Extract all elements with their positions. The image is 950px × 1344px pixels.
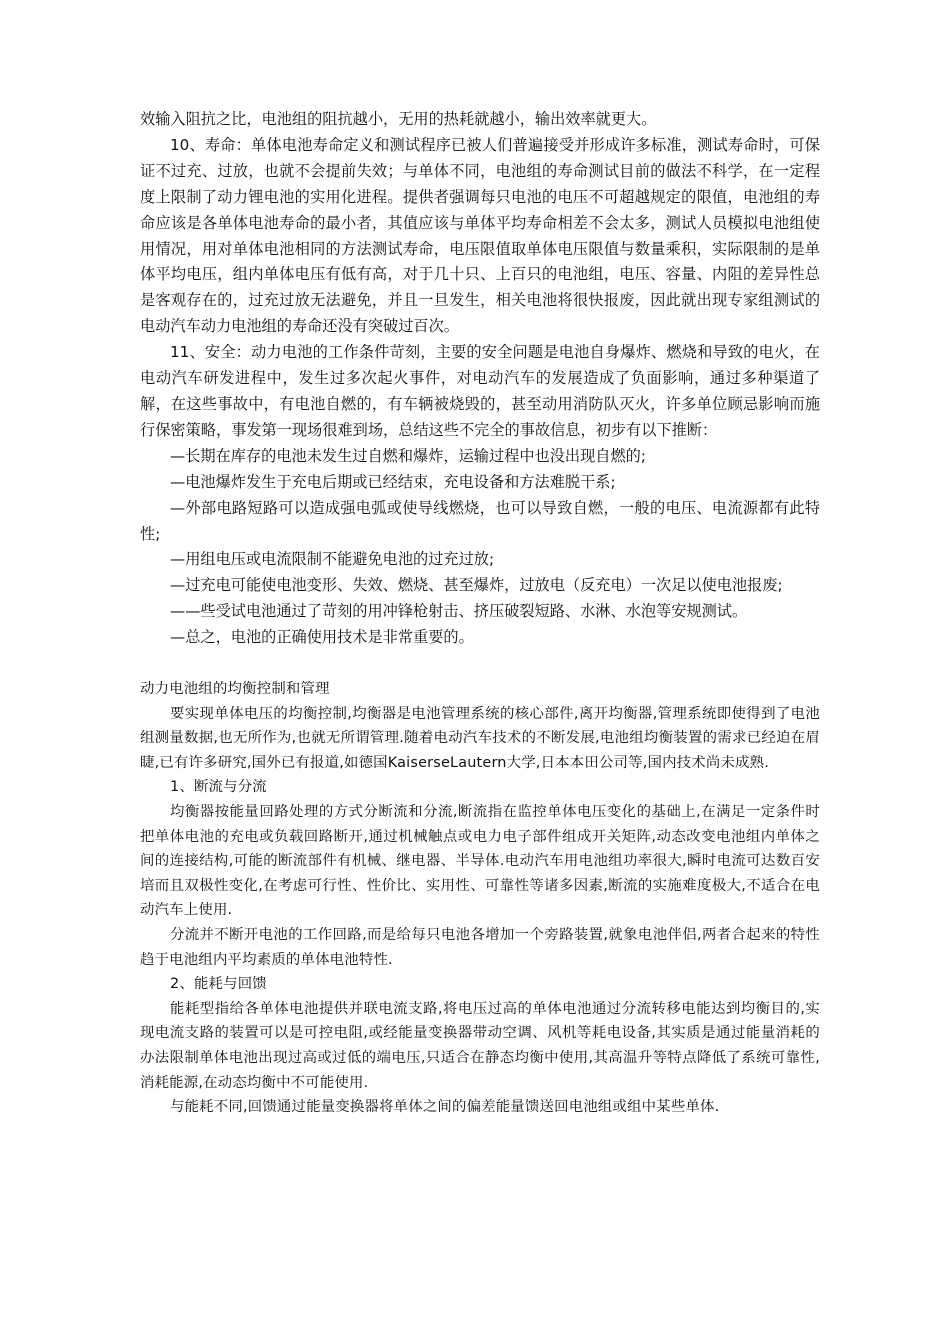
intro-paragraph: 要实现单体电压的均衡控制,均衡器是电池管理系统的核心部件,离开均衡器,管理系统即使得到了电池组测量数据,也无所作为,也就无所谓管理.随着电动汽车技术的不断发展,电池组均衡装置的需求已经迫在眉睫,已有许多研究,国外已有报道,如德国KaiserseLautern大学,日本本田公司等,国内技术尚未成熟. [140,705,820,771]
bullet-item: —过充电可能使电池变形、失效、燃烧、甚至爆炸，过放电（反充电）一次足以使电池报废; [170,576,783,595]
bullet-item: —用组电压或电流限制不能避免电池的过充过放; [170,550,495,569]
section-title: 动力电池组的均衡控制和管理 [140,681,330,698]
safety-paragraph: 11、安全：动力电池的工作条件苛刻，主要的安全问题是电池自身爆炸、燃烧和导致的电火，在电动汽车研发进程中，发生过多次起火事件，对电动汽车的发展造成了负面影响，通过多种渠道了解，在这些事故中，有电池自燃的，有车辆被烧毁的，甚至动用消防队灭火，许多单位顾忌影响而施行保密策略，事发第一现场很难到场，总结这些不完全的事故信息，初步有以下推断： [140,343,820,439]
bullet-item: —总之，电池的正确使用技术是非常重要的。 [170,628,474,647]
cutoff-paragraph: 均衡器按能量回路处理的方式分断流和分流,断流指在监控单体电压变化的基础上,在满足一定条件时把单体电池的充电或负载回路断开,通过机械触点或电力电子部件组成开关矩阵,动态改变电池组内单体之间的连接结构,可能的断流部件有机械、继电器、半导体.电动汽车用电池组功率很大,瞬时电流可达数百安培而且双极性变化,在考虑可行性、性价比、实用性、可靠性等诸多因素,断流的实施难度极大,不适合在电动汽车上使用. [140,804,820,919]
lifespan-paragraph: 10、寿命：单体电池寿命定义和测试程序已被人们普遍接受并形成许多标准，测试寿命时，可保证不过充、过放，也就不会提前失效；与单体不同，电池组的寿命测试目前的做法不科学，在一定程度上限制了动力锂电池的实用化进程。提供者强调每只电池的电压不可超越规定的限值，电池组的寿命应该是各单体电池寿命的最小者，其值应该与单体平均寿命相差不会太多，测试人员模拟电池组使用情况，用对单体电池相同的方法测试寿命，电压限值取单体电压限值与数量乘积，实际限制的是单体平均电压，组内单体电压有低有高，对于几十只、上百只的电池组，电压、容量、内阻的差异性总是客观存在的，过充过放无法避免，并且一旦发生，相关电池将很快报废，因此就出现专家组测试的电动汽车动力电池组的寿命还没有突破过百次。 [140,135,820,336]
lead-paragraph: 效输入阻抗之比，电池组的阻抗越小，无用的热耗就越小，输出效率就更大。 [140,110,657,128]
feedback-paragraph: 与能耗不同,回馈通过能量变换器将单体之间的偏差能量馈送回电池组或组中某些单体. [170,1099,720,1116]
shunt-paragraph: 分流并不断开电池的工作回路,而是给每只电池各增加一个旁路装置,就象电池伴侣,两者合起来的特性趋于电池组内平均素质的单体电池特性. [140,926,820,968]
bullet-item: —长期在库存的电池未发生过自燃和爆炸，运输过程中也没出现自燃的; [170,446,646,465]
section-spacer [140,651,820,677]
bullet-item: —电池爆炸发生于充电后期或已经结束，充电设备和方法难脱干系; [170,472,616,491]
dissipation-paragraph: 能耗型指给各单体电池提供并联电流支路,将电压过高的单体电池通过分流转移电能达到均衡目的,实现电流支路的装置可以是可控电阻,或经能量变换器带动空调、风机等耗电设备,其实质是通过能量消耗的办法限制单体电池出现过高或过低的端电压,只适合在静态均衡中使用,其高温升等特点降低了系统可靠性,消耗能源,在动态均衡中不可能使用. [140,1000,820,1091]
subheading-dissipation-feedback: 2、能耗与回馈 [170,976,267,993]
document-page [140,107,820,1120]
bullet-item: ——些受试电池通过了苛刻的用冲锋枪射击、挤压破裂短路、水淋、水泡等安规测试。 [170,602,748,621]
bullet-item: —外部电路短路可以造成强电弧或使导线燃烧，也可以导致自燃，一般的电压、电流源都有此特性; [140,498,820,543]
subheading-cutoff-shunt: 1、断流与分流 [170,779,267,796]
